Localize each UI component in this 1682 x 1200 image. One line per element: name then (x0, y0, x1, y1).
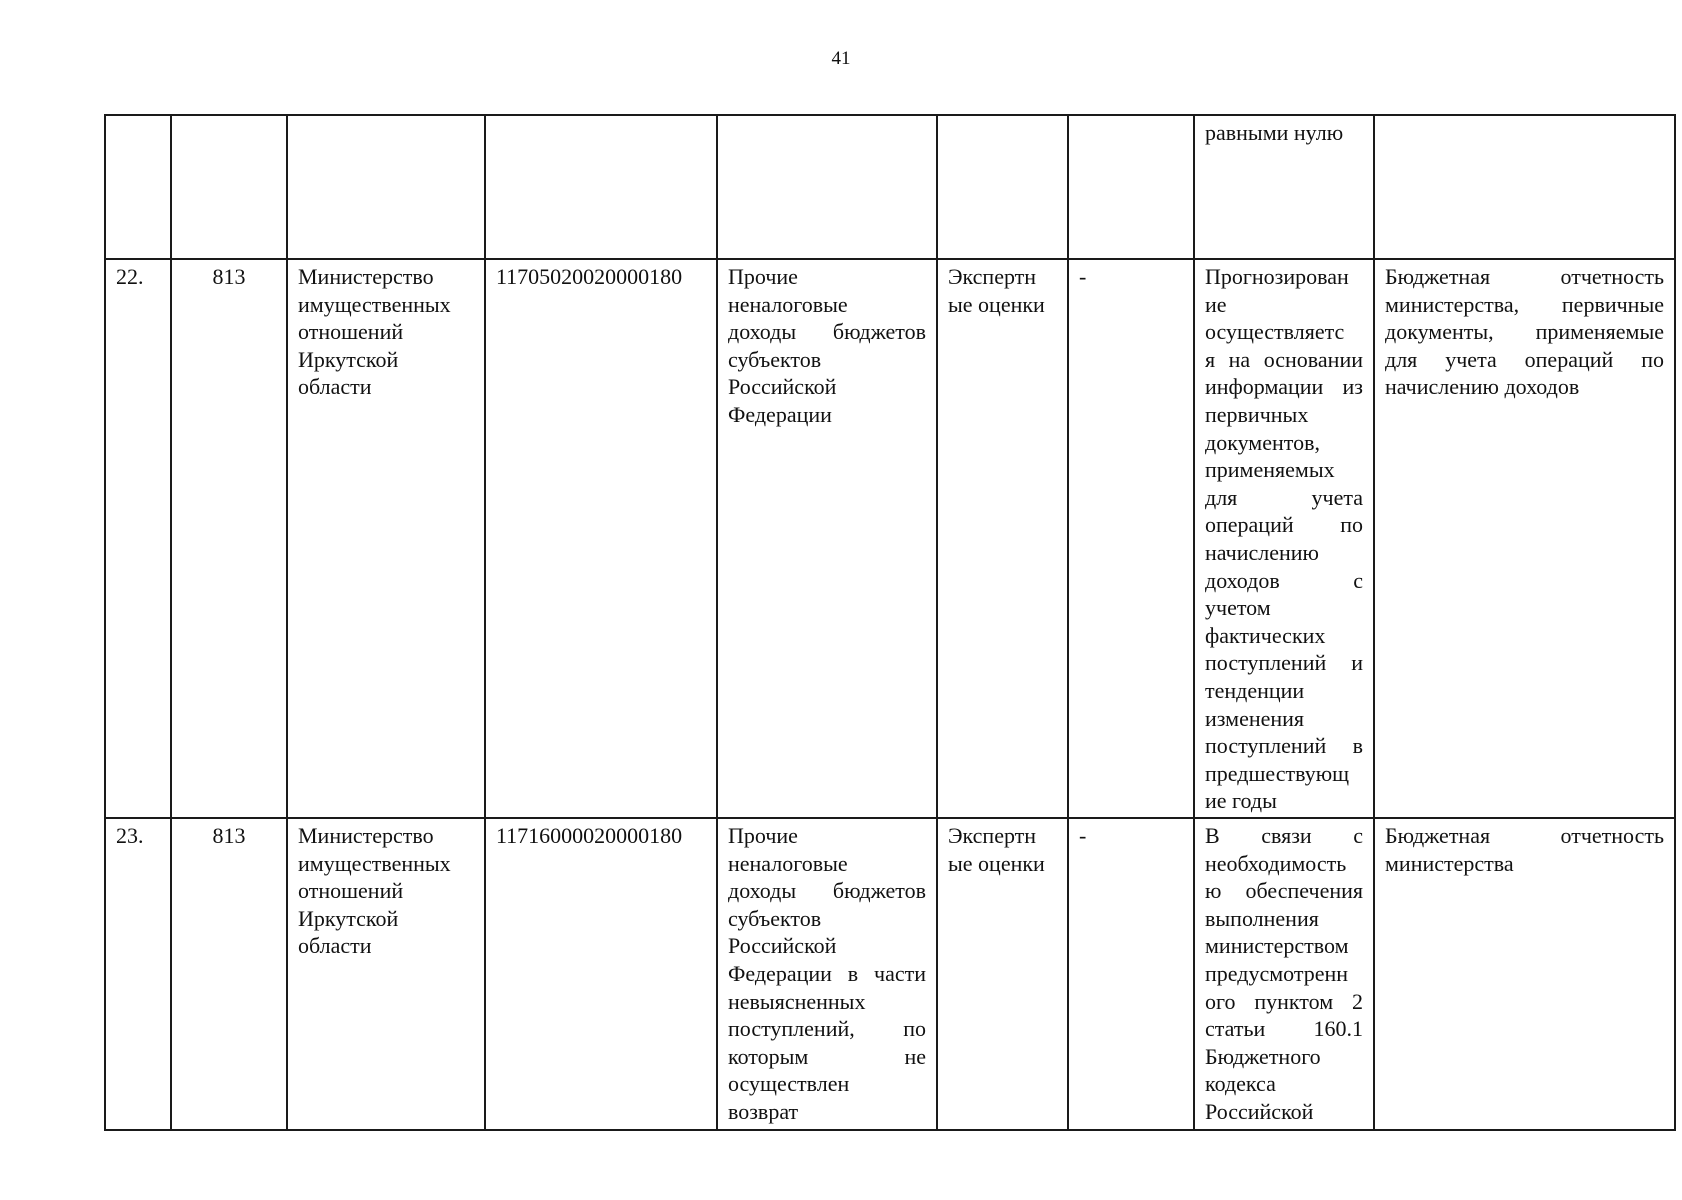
table-row-continuation (105, 115, 1675, 259)
algorithm-line: ие (1205, 291, 1227, 317)
algorithm-line: необходимость (1205, 850, 1347, 876)
income-name-line: субъектов (728, 905, 822, 931)
algorithm-line: ого пунктом 2 (1205, 988, 1363, 1014)
algorithm-line: Бюджетного (1205, 1043, 1321, 1069)
algorithm-line: для учета (1205, 484, 1363, 510)
income-name-line: Российской (728, 374, 837, 400)
algorithm-line: информации из (1205, 374, 1363, 400)
cell-index: 22. (105, 259, 171, 818)
cell-formula: - (1068, 818, 1194, 1130)
algorithm-text: равными нулю (1205, 120, 1344, 145)
cell-forecast-method (937, 115, 1068, 259)
cell-index: 23. (105, 818, 171, 1130)
income-name-line: доходы бюджетов (728, 878, 926, 904)
algorithm-line: поступлений и (1205, 650, 1363, 676)
administrator-line: Министерство (298, 823, 434, 848)
administrator-line: отношений (298, 319, 404, 345)
income-name-line: возврат (728, 1098, 799, 1124)
cell-kbk: 11716000020000180 (485, 818, 717, 1130)
algorithm-line: операций по (1205, 512, 1363, 538)
algorithm-line: ие годы (1205, 788, 1277, 814)
algorithm-line: осуществляетс (1205, 319, 1345, 345)
income-name-line: доходы бюджетов (728, 319, 926, 345)
forecast-method-line: Экспертн (948, 823, 1037, 848)
income-name-line: которым не (728, 1043, 926, 1069)
income-name-line: Федерации (728, 401, 832, 427)
forecast-method-line: ые оценки (948, 850, 1045, 876)
page-number: 41 (831, 48, 851, 69)
algorithm-line: В связи с (1205, 823, 1363, 848)
administrator-line: Иркутской (298, 346, 399, 372)
cell-source-data (1374, 115, 1675, 259)
forecast-method-line: Экспертн (948, 264, 1037, 289)
income-name-line: Федерации в части (728, 960, 926, 986)
algorithm-line: первичных (1205, 401, 1309, 427)
cell-kbk (485, 115, 717, 259)
administrator-line: Иркутской (298, 905, 399, 931)
cell-code: 813 (171, 259, 287, 818)
algorithm-line: фактических (1205, 622, 1326, 648)
algorithm-line: Российской (1205, 1098, 1314, 1124)
cell-source-data: Бюджетная отчетность министерства, первичные документы, применяемые для учета операций по начислению доходов (1374, 259, 1675, 818)
algorithm-line: начислению (1205, 539, 1319, 565)
algorithm-line: статьи 160.1 (1205, 1016, 1363, 1042)
income-name-line: Российской (728, 933, 837, 959)
administrator-line: отношений (298, 878, 404, 904)
cell-algorithm (1194, 115, 1374, 259)
income-name-line: невыясненных (728, 988, 866, 1014)
algorithm-line: доходов с (1205, 567, 1363, 593)
cell-income-name (717, 818, 937, 1130)
forecast-method-line: ые оценки (948, 291, 1045, 317)
cell-administrator (287, 115, 485, 259)
algorithm-line: Прогнозирован (1205, 264, 1349, 289)
income-name-line: Прочие (728, 823, 798, 848)
cell-algorithm (1194, 818, 1374, 1130)
income-name-line: неналоговые (728, 850, 848, 876)
algorithm-line: предусмотренн (1205, 960, 1349, 986)
administrator-line: области (298, 374, 372, 400)
income-name-line: субъектов (728, 346, 822, 372)
table-row-22 (105, 259, 1675, 818)
algorithm-line: предшествующ (1205, 760, 1350, 786)
cell-formula: - (1068, 259, 1194, 818)
cell-forecast-method (937, 818, 1068, 1130)
cell-kbk: 11705020020000180 (485, 259, 717, 818)
algorithm-line: я на основании (1205, 346, 1363, 372)
administrator-line: области (298, 933, 372, 959)
cell-income-name (717, 115, 937, 259)
administrator-line: имущественных (298, 291, 451, 317)
algorithm-line: изменения (1205, 705, 1305, 731)
algorithm-line: документов, (1205, 429, 1320, 455)
algorithm-line: тенденции (1205, 677, 1305, 703)
algorithm-line: ю обеспечения (1205, 878, 1363, 904)
income-name-line: Прочие (728, 264, 798, 289)
cell-source-data: Бюджетная отчетность министерства (1374, 818, 1675, 1130)
algorithm-line: применяемых (1205, 457, 1335, 483)
cell-index (105, 115, 171, 259)
income-name-line: осуществлен (728, 1071, 850, 1097)
algorithm-line: учетом (1205, 595, 1271, 621)
cell-formula (1068, 115, 1194, 259)
income-name-line: неналоговые (728, 291, 848, 317)
cell-code: 813 (171, 818, 287, 1130)
administrator-line: имущественных (298, 850, 451, 876)
income-name-line: поступлений, по (728, 1016, 926, 1042)
algorithm-line: выполнения (1205, 905, 1319, 931)
cell-administrator (287, 259, 485, 818)
administrator-line: Министерство (298, 264, 434, 289)
algorithm-line: министерством (1205, 933, 1349, 959)
cell-algorithm (1194, 259, 1374, 818)
algorithm-line: поступлений в (1205, 733, 1363, 759)
cell-income-name (717, 259, 937, 818)
algorithm-line: кодекса (1205, 1071, 1276, 1097)
cell-administrator (287, 818, 485, 1130)
income-forecast-table (104, 114, 1676, 1131)
table-row-23 (105, 818, 1675, 1130)
cell-forecast-method (937, 259, 1068, 818)
cell-code (171, 115, 287, 259)
